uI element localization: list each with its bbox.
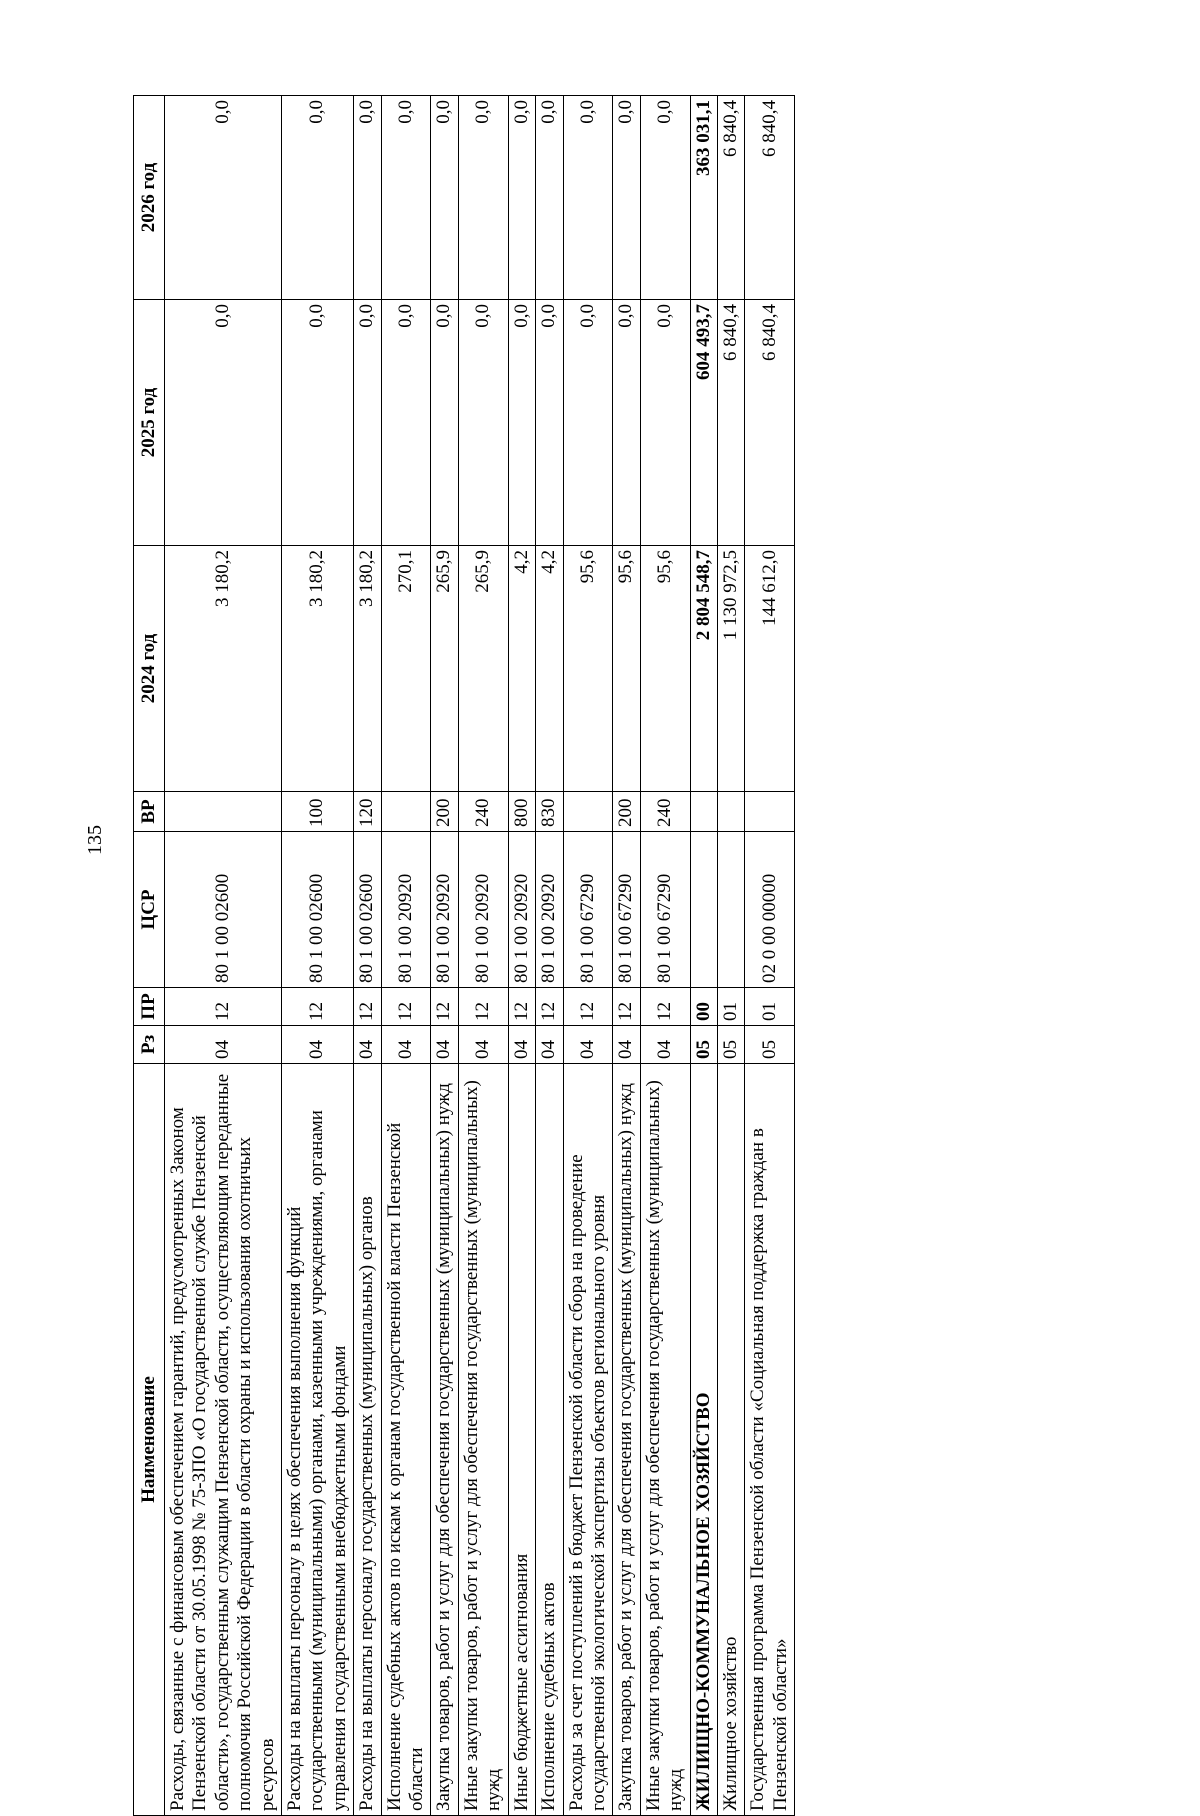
row-csr-cell: 80 1 00 02600 [165, 832, 282, 988]
row-rz-cell: 04 [165, 1026, 282, 1064]
row-vr-cell: 200 [613, 792, 640, 832]
row-csr-cell: 80 1 00 20920 [431, 832, 458, 988]
header-vr: ВР [134, 792, 165, 832]
row-2025-cell: 0,0 [431, 300, 458, 546]
row-vr-cell: 830 [536, 792, 563, 832]
row-pr-cell: 12 [458, 988, 508, 1026]
row-2025-cell: 0,0 [282, 300, 354, 546]
row-2024-cell: 144 612,0 [745, 546, 795, 792]
row-2024-cell: 3 180,2 [282, 546, 354, 792]
row-2025-cell: 0,0 [613, 300, 640, 546]
table-row [458, 96, 508, 1816]
table-row [563, 96, 613, 1816]
row-2026-cell: 0,0 [431, 96, 458, 300]
row-csr-cell: 80 1 00 20920 [508, 832, 535, 988]
row-2026-cell: 0,0 [458, 96, 508, 300]
row-pr-cell: 01 [745, 988, 795, 1026]
table-row [354, 96, 381, 1816]
row-pr-cell: 12 [613, 988, 640, 1026]
row-rz-cell: 04 [536, 1026, 563, 1064]
row-2025-cell: 0,0 [165, 300, 282, 546]
row-name-cell: Исполнение судебных актов по искам к органам государственной власти Пензенской области [381, 1064, 431, 1816]
row-vr-cell [745, 792, 795, 832]
row-2024-cell: 3 180,2 [354, 546, 381, 792]
row-csr-cell [717, 832, 744, 988]
row-name-cell: Исполнение судебных актов [536, 1064, 563, 1816]
header-csr: ЦСР [134, 832, 165, 988]
row-name-cell: Государственная программа Пензенской области «Социальная поддержка граждан в Пензенской области» [745, 1064, 795, 1816]
table-row [745, 96, 795, 1816]
row-2025-cell: 0,0 [354, 300, 381, 546]
row-2024-cell: 95,6 [563, 546, 613, 792]
row-pr-cell: 12 [563, 988, 613, 1026]
row-vr-cell [717, 792, 744, 832]
row-rz-cell: 04 [354, 1026, 381, 1064]
row-2025-cell: 0,0 [508, 300, 535, 546]
row-2024-cell: 3 180,2 [165, 546, 282, 792]
row-csr-cell: 80 1 00 67290 [613, 832, 640, 988]
rotated-table-container [133, 96, 1065, 1816]
row-csr-cell: 80 1 00 20920 [458, 832, 508, 988]
row-vr-cell: 240 [458, 792, 508, 832]
row-pr-cell: 12 [431, 988, 458, 1026]
row-pr-cell: 12 [165, 988, 282, 1026]
row-2026-cell: 0,0 [508, 96, 535, 300]
row-vr-cell: 240 [640, 792, 690, 832]
row-2024-cell: 2 804 548,7 [690, 546, 717, 792]
table-row [613, 96, 640, 1816]
row-2026-cell: 0,0 [282, 96, 354, 300]
row-2025-cell: 0,0 [536, 300, 563, 546]
row-name-cell: Закупка товаров, работ и услуг для обеспечения государственных (муниципальных) нужд [613, 1064, 640, 1816]
row-name-cell: Расходы за счет поступлений в бюджет Пензенской области сбора на проведение государственной экологической экспертизы объектов регионального уровня [563, 1064, 613, 1816]
table-row [165, 96, 282, 1816]
header-name: Наименование [134, 1064, 165, 1816]
row-pr-cell: 12 [640, 988, 690, 1026]
row-csr-cell: 80 1 00 67290 [563, 832, 613, 988]
header-pr: ПР [134, 988, 165, 1026]
row-2024-cell: 4,2 [536, 546, 563, 792]
table-row [508, 96, 535, 1816]
row-2025-cell: 6 840,4 [717, 300, 744, 546]
row-2026-cell: 0,0 [165, 96, 282, 300]
row-2024-cell: 265,9 [431, 546, 458, 792]
table-row [381, 96, 431, 1816]
row-name-cell: Закупка товаров, работ и услуг для обеспечения государственных (муниципальных) нужд [431, 1064, 458, 1816]
row-rz-cell: 05 [745, 1026, 795, 1064]
table-row [431, 96, 458, 1816]
row-csr-cell: 80 1 00 67290 [640, 832, 690, 988]
row-rz-cell: 05 [690, 1026, 717, 1064]
row-rz-cell: 04 [381, 1026, 431, 1064]
row-2025-cell: 0,0 [458, 300, 508, 546]
row-rz-cell: 04 [458, 1026, 508, 1064]
row-name-cell: Расходы на выплаты персоналу в целях обеспечения выполнения функций государственными (муниципальными) органами, казенными учреждениями, органами управления государственными внебюджетными фондами [282, 1064, 354, 1816]
row-name-cell: Жилищное хозяйство [717, 1064, 744, 1816]
row-2025-cell: 0,0 [640, 300, 690, 546]
row-pr-cell: 12 [354, 988, 381, 1026]
row-2024-cell: 265,9 [458, 546, 508, 792]
row-vr-cell: 800 [508, 792, 535, 832]
table-row [640, 96, 690, 1816]
row-name-cell: Иные закупки товаров, работ и услуг для обеспечения государственных (муниципальных) нужд [458, 1064, 508, 1816]
page-number: 135 [84, 825, 106, 855]
row-pr-cell: 12 [508, 988, 535, 1026]
row-csr-cell: 80 1 00 02600 [354, 832, 381, 988]
header-2026: 2026 год [134, 96, 165, 300]
row-2024-cell: 95,6 [640, 546, 690, 792]
budget-table [133, 95, 795, 1816]
row-csr-cell: 80 1 00 20920 [381, 832, 431, 988]
table-row [536, 96, 563, 1816]
row-2025-cell: 604 493,7 [690, 300, 717, 546]
row-name-cell: Расходы, связанные с финансовым обеспечением гарантий, предусмотренных Законом Пензенской области от 30.05.1998 № 75-ЗПО «О государственной службе Пензенской области», государственным служащим Пензенской области, осуществляющим переданные полномочия Российской Федерации в области охраны и использования охотничьих ресурсов [165, 1064, 282, 1816]
row-csr-cell: 80 1 00 20920 [536, 832, 563, 988]
row-2025-cell: 0,0 [381, 300, 431, 546]
row-csr-cell [690, 832, 717, 988]
row-2026-cell: 0,0 [381, 96, 431, 300]
table-body [165, 96, 795, 1816]
row-vr-cell [563, 792, 613, 832]
row-name-cell: Иные закупки товаров, работ и услуг для обеспечения государственных (муниципальных) нужд [640, 1064, 690, 1816]
row-vr-cell [165, 792, 282, 832]
row-vr-cell [690, 792, 717, 832]
table-header-row [134, 96, 165, 1816]
row-name-cell: Расходы на выплаты персоналу государственных (муниципальных) органов [354, 1064, 381, 1816]
row-2026-cell: 0,0 [563, 96, 613, 300]
row-2026-cell: 0,0 [354, 96, 381, 300]
row-vr-cell: 120 [354, 792, 381, 832]
row-pr-cell: 12 [536, 988, 563, 1026]
row-pr-cell: 01 [717, 988, 744, 1026]
header-rz: Рз [134, 1026, 165, 1064]
header-2024: 2024 год [134, 546, 165, 792]
row-2024-cell: 4,2 [508, 546, 535, 792]
row-2024-cell: 95,6 [613, 546, 640, 792]
row-2025-cell: 0,0 [563, 300, 613, 546]
row-2024-cell: 1 130 972,5 [717, 546, 744, 792]
row-2024-cell: 270,1 [381, 546, 431, 792]
table-row [282, 96, 354, 1816]
row-2026-cell: 0,0 [613, 96, 640, 300]
row-2026-cell: 6 840,4 [717, 96, 744, 300]
row-name-cell: ЖИЛИЩНО-КОММУНАЛЬНОЕ ХОЗЯЙСТВО [690, 1064, 717, 1816]
row-rz-cell: 04 [613, 1026, 640, 1064]
row-vr-cell: 100 [282, 792, 354, 832]
row-pr-cell: 12 [381, 988, 431, 1026]
row-2026-cell: 0,0 [640, 96, 690, 300]
row-rz-cell: 04 [640, 1026, 690, 1064]
row-csr-cell: 80 1 00 02600 [282, 832, 354, 988]
row-csr-cell: 02 0 00 00000 [745, 832, 795, 988]
row-rz-cell: 04 [563, 1026, 613, 1064]
table-row [690, 96, 717, 1816]
row-2025-cell: 6 840,4 [745, 300, 795, 546]
row-rz-cell: 04 [431, 1026, 458, 1064]
row-2026-cell: 0,0 [536, 96, 563, 300]
row-2026-cell: 363 031,1 [690, 96, 717, 300]
header-2025: 2025 год [134, 300, 165, 546]
row-rz-cell: 05 [717, 1026, 744, 1064]
row-rz-cell: 04 [282, 1026, 354, 1064]
row-pr-cell: 00 [690, 988, 717, 1026]
row-2026-cell: 6 840,4 [745, 96, 795, 300]
row-pr-cell: 12 [282, 988, 354, 1026]
row-rz-cell: 04 [508, 1026, 535, 1064]
row-name-cell: Иные бюджетные ассигнования [508, 1064, 535, 1816]
table-row [717, 96, 744, 1816]
row-vr-cell [381, 792, 431, 832]
row-vr-cell: 200 [431, 792, 458, 832]
